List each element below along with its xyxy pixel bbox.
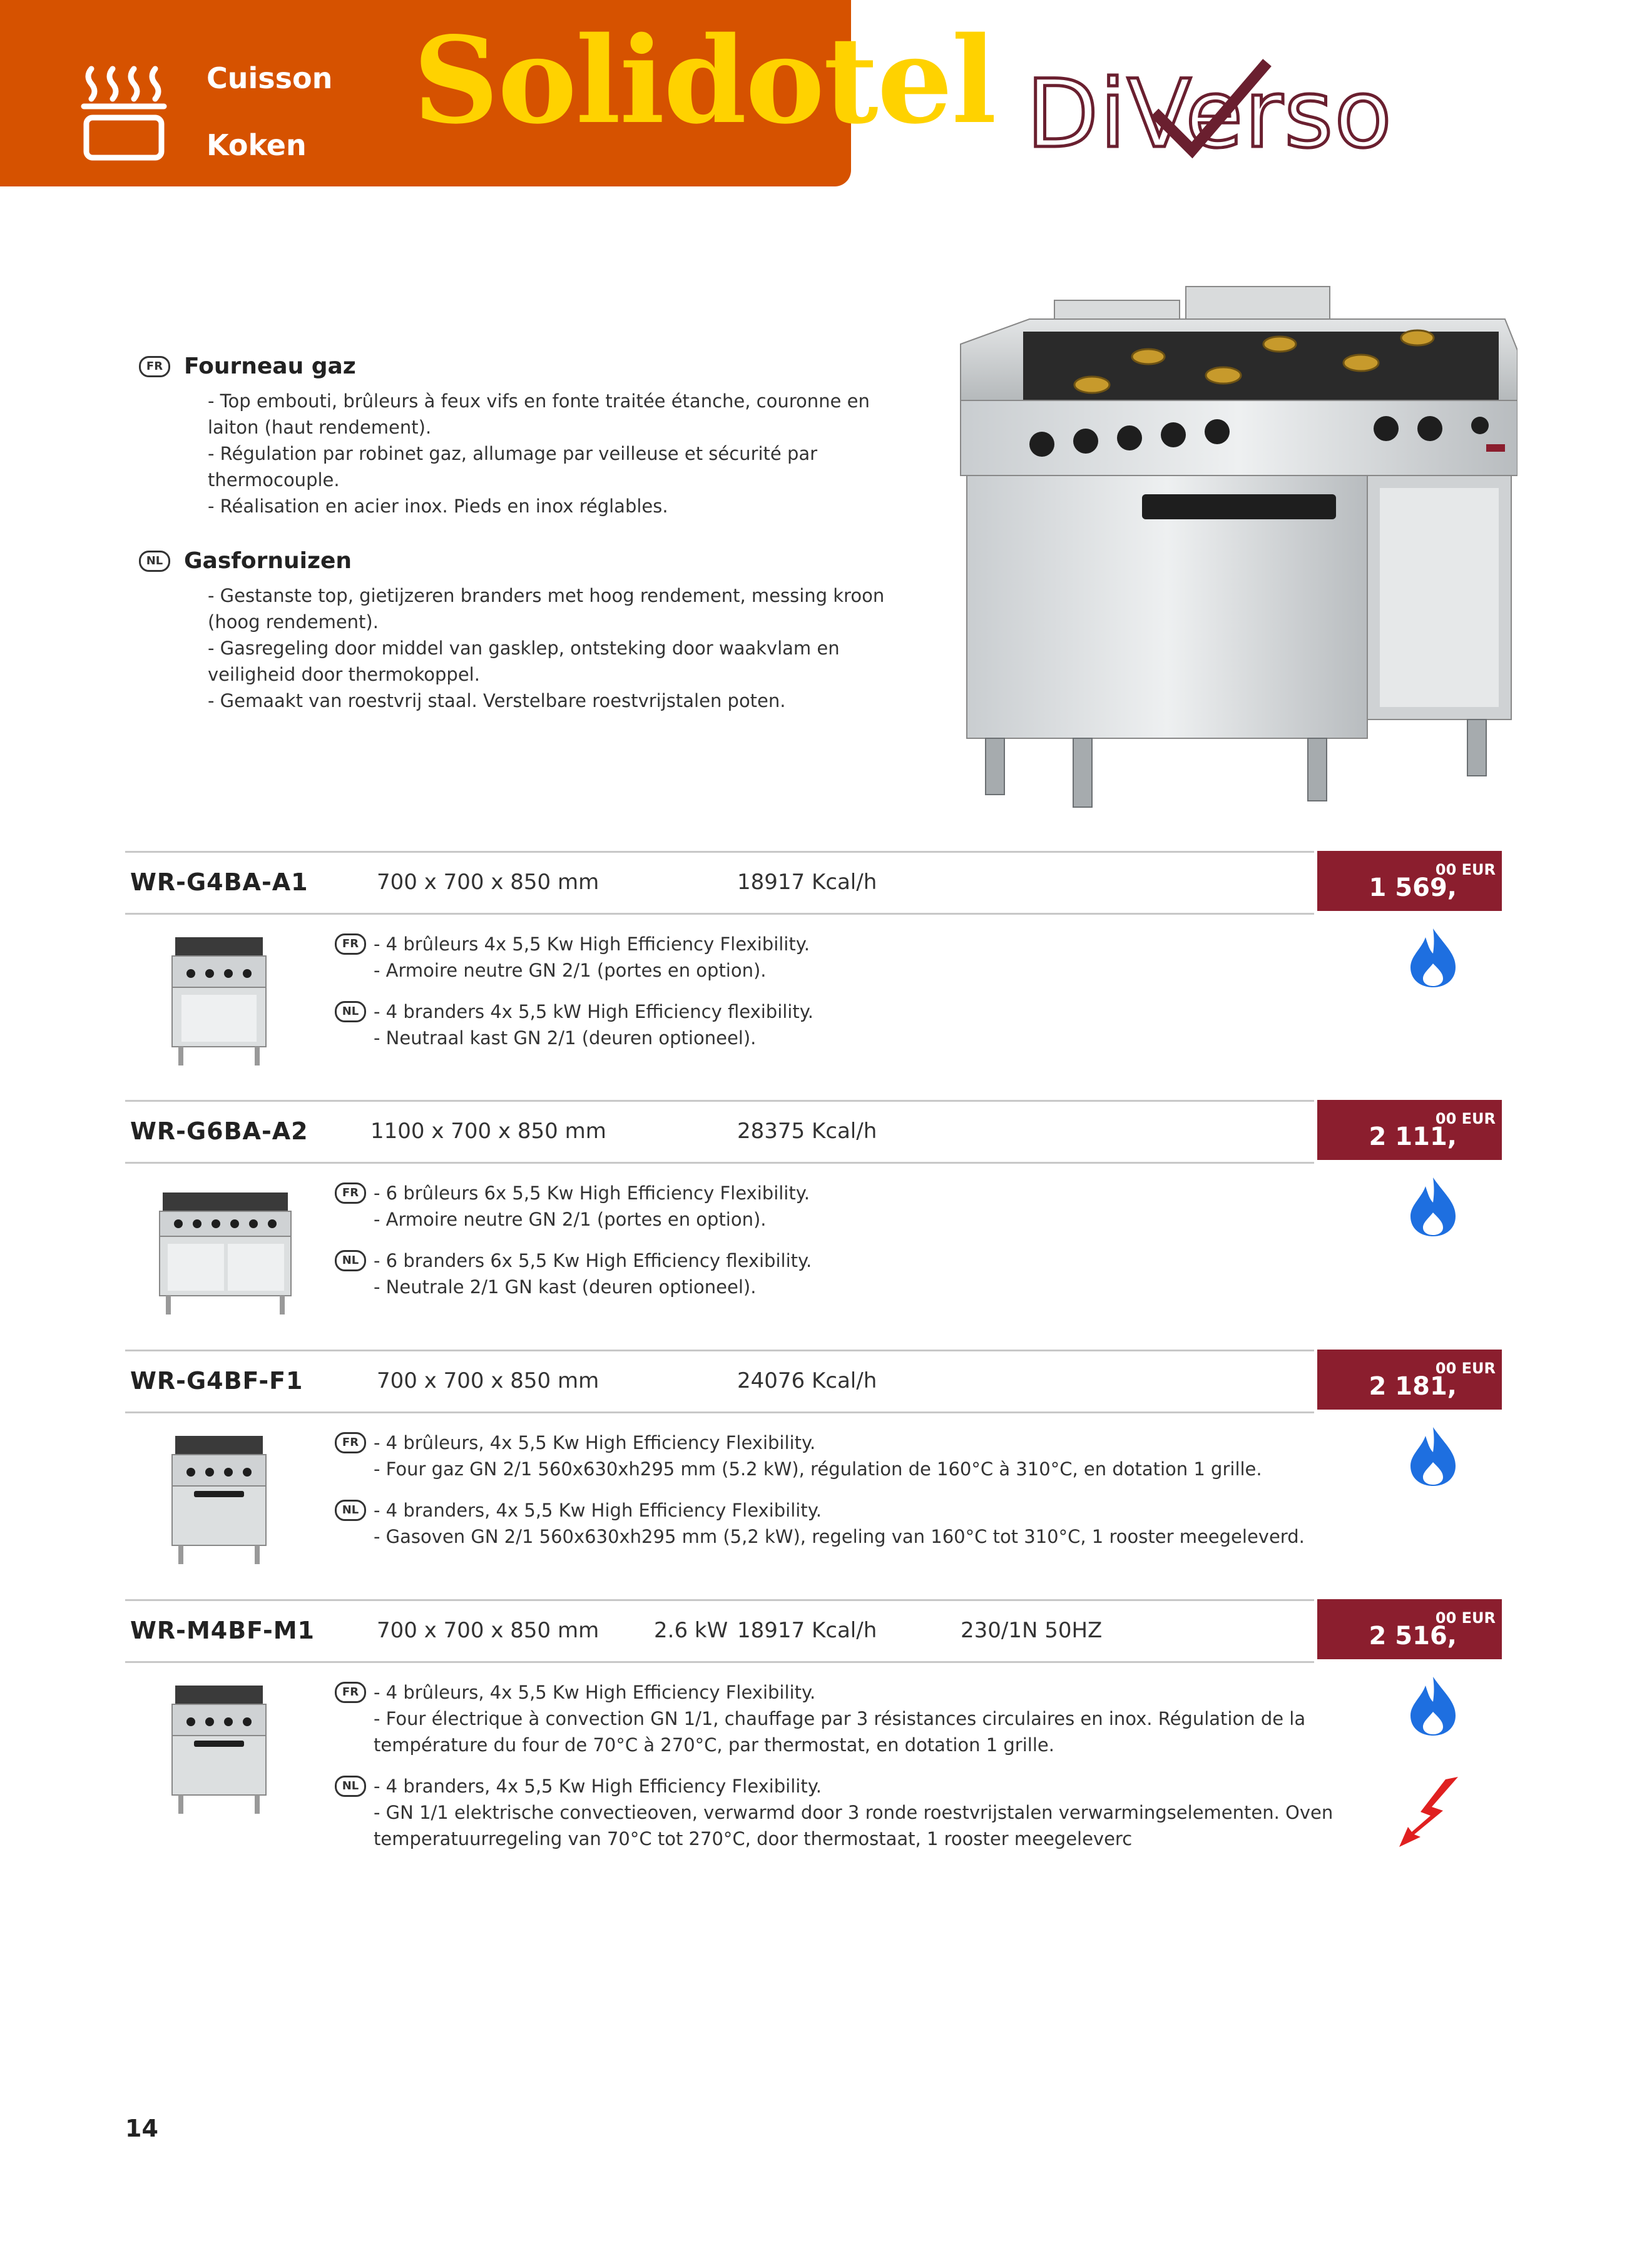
- intro-fr: [139, 353, 927, 519]
- brand-logo-solidotel: Solidotel: [413, 11, 996, 150]
- description-fr: - 4 brûleurs, 4x 5,5 Kw High Efficiency Flexibility. - Four électrique à convection GN 1/1, chauffage par 3 résistances circulaires en inox. Régulation de la température du four de 70°C à 270°C, par thermostat, en dotation 1 grille.: [374, 1682, 1306, 1756]
- product-description: [335, 1430, 1474, 1550]
- product-thumbnail: [156, 925, 282, 1069]
- brand-secondary-text: DiVerso: [1026, 60, 1394, 169]
- product-dimensions: 1100 x 700 x 850 mm: [370, 1119, 606, 1144]
- product-code: WR-M4BF-M1: [130, 1617, 315, 1644]
- price-cents: 00 EUR: [1435, 1609, 1496, 1627]
- intro-title-nl: Gasfornuizen: [184, 548, 352, 574]
- product-thumbnail: [156, 1423, 282, 1567]
- price-box: [1317, 1599, 1502, 1659]
- lang-badge-fr: FR: [335, 933, 366, 955]
- product-dimensions: 700 x 700 x 850 mm: [377, 870, 599, 895]
- price-box: [1317, 851, 1502, 911]
- intro-title-fr: Fourneau gaz: [184, 353, 356, 379]
- lang-badge-nl: NL: [335, 1776, 366, 1797]
- price-cents: 00 EUR: [1435, 1110, 1496, 1127]
- product-thumbnail: [150, 1174, 300, 1318]
- price-value: 2 111,: [1369, 1122, 1457, 1151]
- cooking-pot-icon: [80, 58, 168, 164]
- lang-badge-fr: FR: [335, 1682, 366, 1703]
- gas-flame-icon: [1408, 926, 1458, 989]
- gas-flame-icon: [1408, 1674, 1458, 1737]
- price-value: 1 569,: [1369, 873, 1457, 902]
- checkmark-icon: [1142, 56, 1273, 163]
- product-description: [335, 931, 1474, 1051]
- lang-badge-fr: FR: [139, 356, 170, 377]
- product-thumbnail: [156, 1673, 282, 1817]
- price-cents: 00 EUR: [1435, 1360, 1496, 1377]
- product-description: [335, 1180, 1474, 1300]
- product-heat-output: 18917 Kcal/h: [737, 1618, 877, 1643]
- product-hero-image: [954, 275, 1517, 813]
- price-cents: 00 EUR: [1435, 861, 1496, 878]
- product-electric-supply: 230/1N 50HZ: [961, 1618, 1103, 1643]
- lang-badge-nl: NL: [335, 1500, 366, 1521]
- lang-badge-nl: NL: [139, 551, 170, 572]
- product-dimensions: 700 x 700 x 850 mm: [377, 1368, 599, 1393]
- product-description: [335, 1679, 1474, 1852]
- intro-text-fr: - Top embouti, brûleurs à feux vifs en fonte traitée étanche, couronne en laiton (haut rendement). - Régulation par robinet gaz, allumage par veilleuse et sécurité par thermocouple. - Réalisation en acier inox. Pieds en inox réglables.: [208, 390, 870, 517]
- page-number: 14: [125, 2115, 158, 2142]
- lang-badge-nl: NL: [335, 1250, 366, 1271]
- description-fr: - 6 brûleurs 6x 5,5 Kw High Efficiency Flexibility. - Armoire neutre GN 2/1 (portes en option).: [374, 1182, 810, 1230]
- product-dimensions: 700 x 700 x 850 mm: [377, 1618, 599, 1643]
- price-box: [1317, 1100, 1502, 1160]
- product-code: WR-G4BF-F1: [130, 1367, 303, 1395]
- description-nl: - 4 branders, 4x 5,5 Kw High Efficiency Flexibility. - Gasoven GN 2/1 560x630xh295 mm (5,2 kW), regeling van 160°C tot 310°C, 1 rooster meegeleverd.: [374, 1500, 1305, 1547]
- product-code: WR-G6BA-A2: [130, 1117, 309, 1145]
- lang-badge-fr: FR: [335, 1432, 366, 1453]
- product-header-line: [125, 1350, 1314, 1413]
- lang-badge-nl: NL: [335, 1001, 366, 1022]
- product-power: 2.6 kW: [654, 1618, 728, 1643]
- gas-flame-icon: [1408, 1425, 1458, 1487]
- product-heat-output: 28375 Kcal/h: [737, 1119, 877, 1144]
- price-value: 2 516,: [1369, 1622, 1457, 1650]
- lang-badge-fr: FR: [335, 1182, 366, 1204]
- price-box: [1317, 1350, 1502, 1410]
- category-label-nl: Koken: [207, 128, 307, 162]
- intro-text-nl: - Gestanste top, gietijzeren branders met hoog rendement, messing kroon (hoog rendement). - Gasregeling door middel van gasklep, ontsteking door waakvlam en veiligheid door thermokoppel. - Gemaakt van roestvrij staal. Verstelbare roestvrijstalen poten.: [208, 585, 885, 711]
- product-code: WR-G4BA-A1: [130, 868, 309, 896]
- description-nl: - 6 branders 6x 5,5 Kw High Efficiency flexibility. - Neutrale 2/1 GN kast (deuren optioneel).: [374, 1250, 812, 1298]
- gas-flame-icon: [1408, 1175, 1458, 1238]
- description-fr: - 4 brûleurs, 4x 5,5 Kw High Efficiency Flexibility. - Four gaz GN 2/1 560x630xh295 mm (5.2 kW), régulation de 160°C à 310°C, en dotation 1 grille.: [374, 1432, 1262, 1480]
- product-heat-output: 18917 Kcal/h: [737, 870, 877, 895]
- category-label-fr: Cuisson: [207, 61, 333, 95]
- intro-nl: [139, 548, 927, 714]
- description-nl: - 4 branders 4x 5,5 kW High Efficiency flexibility. - Neutraal kast GN 2/1 (deuren optioneel).: [374, 1001, 814, 1049]
- product-heat-output: 24076 Kcal/h: [737, 1368, 877, 1393]
- description-nl: - 4 branders, 4x 5,5 Kw High Efficiency Flexibility. - GN 1/1 elektrische convectieoven, verwarmd door 3 ronde roestvrijstalen verwarmingselementen. Oven temperatuurregeling van 70°C tot 270°C, door thermostaat, 1 rooster meegeleverc: [374, 1776, 1334, 1849]
- intro-section: [139, 353, 927, 714]
- description-fr: - 4 brûleurs 4x 5,5 Kw High Efficiency Flexibility. - Armoire neutre GN 2/1 (portes en option).: [374, 933, 810, 981]
- electric-bolt-icon: [1395, 1774, 1464, 1849]
- price-value: 2 181,: [1369, 1372, 1457, 1401]
